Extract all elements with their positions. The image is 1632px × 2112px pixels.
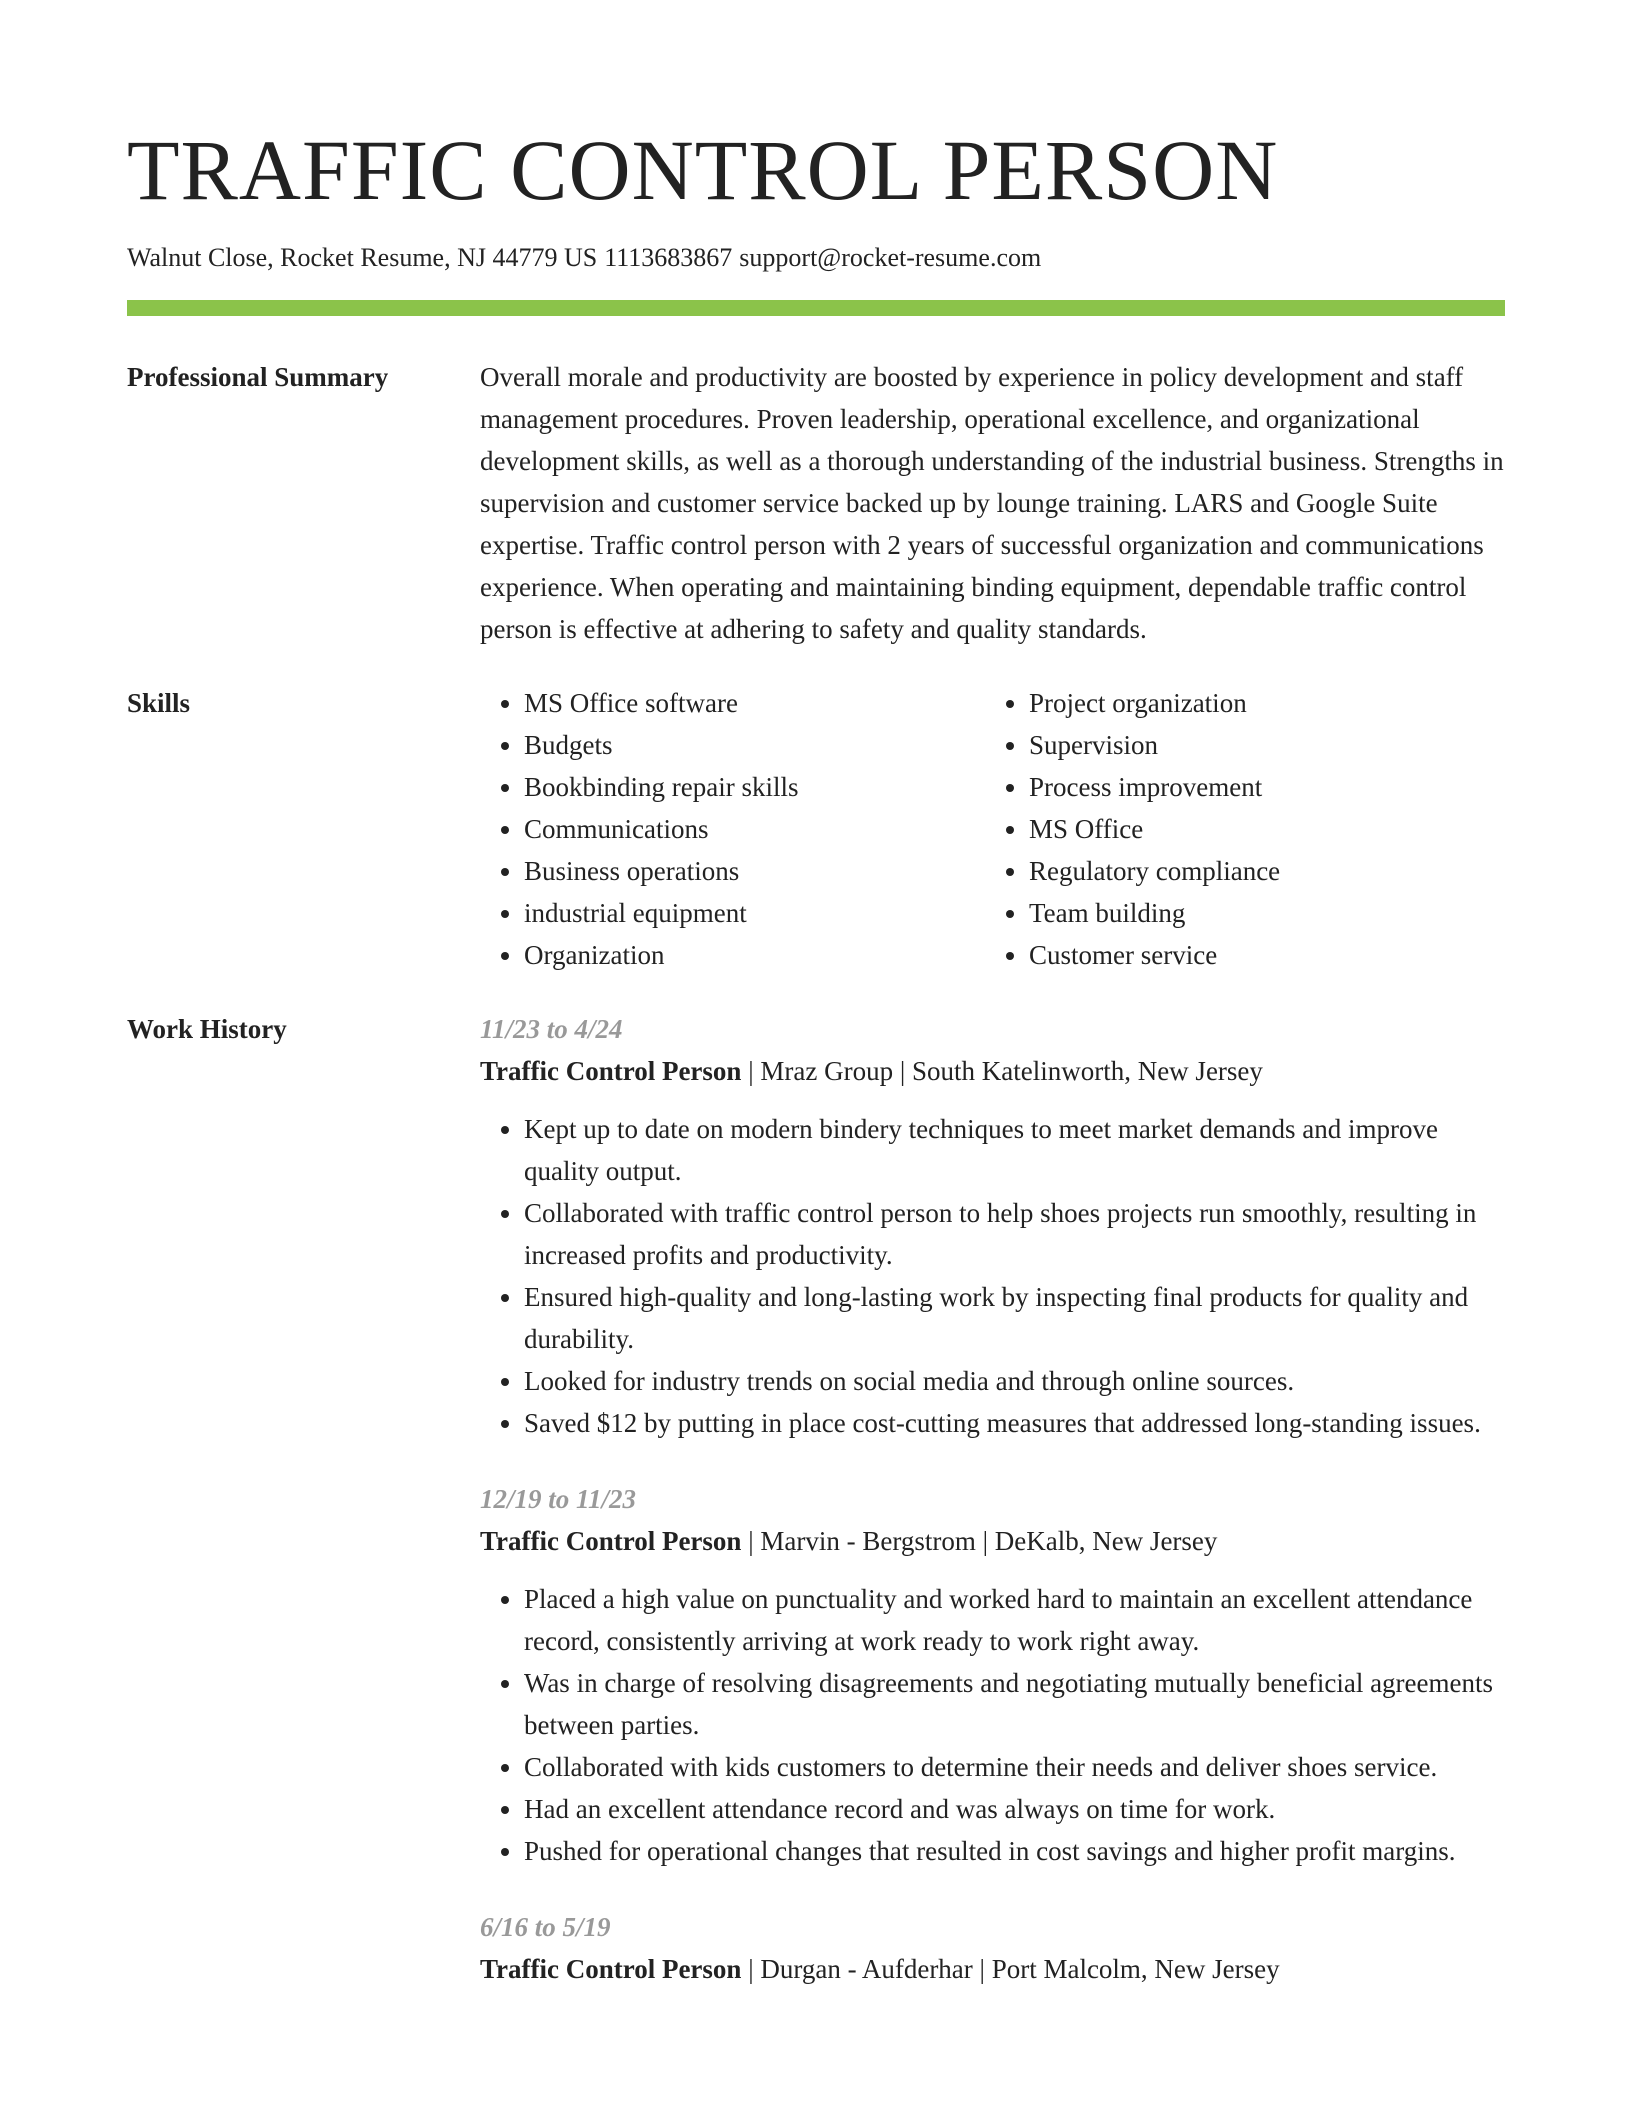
job-title-line [480,1050,1505,1092]
job-company-location: | Durgan - Aufderhar | Port Malcolm, New Jersey [748,1954,1280,1984]
job-title: Traffic Control Person [480,1526,742,1556]
job-entry [480,1478,1505,1872]
job-bullet: • Looked for industry trends on social media and through online sources. [524,1360,1505,1402]
skills-column-right [985,682,1490,976]
work-history-body [480,1008,1505,1990]
contact-phone: 1113683867 [604,243,733,272]
summary-text: Overall morale and productivity are boosted by experience in policy development and staff management procedures. Proven leadership, operational excellence, and organizational development skills, as well as a thorough understanding of the industrial business. Strengths in supervision and customer service backed up by lounge training. LARS and Google Suite expertise. Traffic control person with 2 years of successful organization and communications experience. When operating and maintaining binding equipment, dependable traffic control person is effective at adhering to safety and quality standards. [480,362,1504,644]
job-bullets [480,1108,1505,1444]
job-title-line [480,1520,1505,1562]
skill-item: • Process improvement [1029,766,1490,808]
job-bullet: • Had an excellent attendance record and was always on time for work. [524,1788,1505,1830]
skill-item: • Communications [524,808,985,850]
skill-item: • Organization [524,934,985,976]
skills-list-right [985,682,1490,976]
skill-item: • Supervision [1029,724,1490,766]
skills-list-left [480,682,985,976]
job-entry [480,1906,1505,1990]
skill-item: • Bookbinding repair skills [524,766,985,808]
summary-section [127,356,1505,650]
job-entry [480,1008,1505,1444]
summary-body [480,356,1505,650]
work-history-section [127,1008,1505,1990]
job-title: Traffic Control Person [480,1954,742,1984]
skill-item: • industrial equipment [524,892,985,934]
job-bullet: • Saved $12 by putting in place cost-cutting measures that addressed long-standing issues. [524,1402,1505,1444]
skills-body [480,682,1505,976]
skill-item: • MS Office [1029,808,1490,850]
job-dates: 12/19 to 11/23 [480,1484,637,1514]
job-company-location: | Mraz Group | South Katelinworth, New Jersey [748,1056,1263,1086]
skill-item: • Business operations [524,850,985,892]
resume-header [127,0,1505,316]
skills-heading: Skills [127,688,191,718]
skill-item: • Team building [1029,892,1490,934]
job-bullet: • Was in charge of resolving disagreements and negotiating mutually beneficial agreements between parties. [524,1662,1505,1746]
skill-item: • MS Office software [524,682,985,724]
job-company-location: | Marvin - Bergstrom | DeKalb, New Jersey [748,1526,1218,1556]
contact-email: support@rocket-resume.com [739,243,1042,272]
job-dates: 11/23 to 4/24 [480,1014,623,1044]
summary-heading: Professional Summary [127,362,389,392]
job-title-line [480,1948,1505,1990]
candidate-name: TRAFFIC CONTROL PERSON [127,122,1279,218]
job-bullet: • Collaborated with traffic control person to help shoes projects run smoothly, resulting in increased profits and productivity. [524,1192,1505,1276]
job-bullet: • Kept up to date on modern bindery techniques to meet market demands and improve quality output. [524,1108,1505,1192]
job-bullet: • Collaborated with kids customers to determine their needs and deliver shoes service. [524,1746,1505,1788]
job-title: Traffic Control Person [480,1056,742,1086]
skills-column-left [480,682,985,976]
skill-item: • Project organization [1029,682,1490,724]
skill-item: • Customer service [1029,934,1490,976]
job-dates: 6/16 to 5/19 [480,1912,611,1942]
job-bullet: • Ensured high-quality and long-lasting work by inspecting final products for quality and durability. [524,1276,1505,1360]
work-history-heading: Work History [127,1014,287,1044]
job-bullet: • Placed a high value on punctuality and worked hard to maintain an excellent attendance record, consistently arriving at work ready to work right away. [524,1578,1505,1662]
job-bullet: • Pushed for operational changes that resulted in cost savings and higher profit margins. [524,1830,1505,1872]
header-divider [127,300,1505,316]
contact-line [127,242,1505,274]
contact-address: Walnut Close, Rocket Resume, NJ 44779 US [127,243,598,272]
skill-item: • Regulatory compliance [1029,850,1490,892]
job-bullets [480,1578,1505,1872]
skill-item: • Budgets [524,724,985,766]
skills-section [127,682,1505,976]
